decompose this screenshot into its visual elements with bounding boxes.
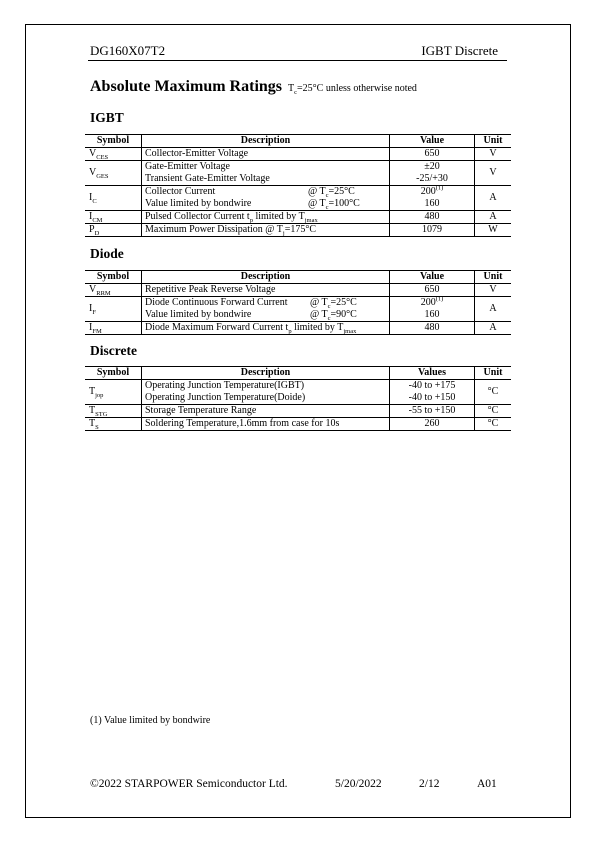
symbol-cell: $I_F$ <box>85 297 142 322</box>
section-diode: Diode <box>90 246 124 261</box>
footer-revision: A01 <box>477 778 497 790</box>
table-header-row <box>85 367 511 380</box>
unit-cell: V <box>475 148 512 161</box>
value-cell: -55 to +150 <box>390 405 475 418</box>
symbol-cell: $I_{CM}$ <box>85 211 142 224</box>
description-cell: Pulsed Collector Current $t_p$ limited by $T_{jmax}$ <box>142 211 390 224</box>
table-row <box>85 405 511 418</box>
description-cell: Soldering Temperature,1.6mm from case for 10s <box>142 418 390 431</box>
description-cell: Storage Temperature Range <box>142 405 390 418</box>
symbol-cell: $I_{FM}$ <box>85 322 142 335</box>
unit-cell: V <box>475 284 512 297</box>
unit-cell: A <box>475 186 512 211</box>
footer-page-number: 2/12 <box>419 778 440 790</box>
col-symbol: Symbol <box>85 367 142 380</box>
symbol-cell: $T_{STG}$ <box>85 405 142 418</box>
header-rule <box>88 60 507 61</box>
col-description: Description <box>142 367 390 380</box>
section-discrete: Discrete <box>90 343 137 358</box>
title-note: $T_c=25^\circ C$ unless otherwise noted <box>288 83 417 96</box>
col-symbol: Symbol <box>85 271 142 284</box>
value-cell: 200$^{(1)}$ 160 <box>390 186 475 211</box>
table-header-row <box>85 135 511 148</box>
page-title <box>90 78 417 96</box>
value-cell: 1079 <box>390 224 475 237</box>
discrete-table <box>85 366 511 431</box>
description-cell: Gate-Emitter Voltage Transient Gate-Emitter Voltage <box>142 161 390 186</box>
col-value: Value <box>390 135 475 148</box>
table-row <box>85 418 511 431</box>
part-number: DG160X07T2 <box>90 43 166 58</box>
symbol-cell: $V_{RRM}$ <box>85 284 142 297</box>
igbt-table <box>85 134 511 237</box>
value-cell: 200$^{(1)}$ 160 <box>390 297 475 322</box>
unit-cell: A <box>475 297 512 322</box>
col-description: Description <box>142 135 390 148</box>
value-cell: 650 <box>390 148 475 161</box>
col-unit: Unit <box>475 135 512 148</box>
title-main: Absolute Maximum Ratings <box>90 78 283 95</box>
table-row <box>85 211 511 224</box>
table-row <box>85 186 511 211</box>
table-row <box>85 284 511 297</box>
table-row <box>85 148 511 161</box>
description-cell: Operating Junction Temperature(IGBT) Operating Junction Temperature(Doide) <box>142 380 390 405</box>
description-cell: Collector Current @ $T_c=25^\circ C$ Value limited by bondwire @ $T_c=100^\circ C$ <box>142 186 390 211</box>
table-row <box>85 224 511 237</box>
table-row <box>85 161 511 186</box>
col-unit: Unit <box>475 271 512 284</box>
value-cell: 260 <box>390 418 475 431</box>
footer-date: 5/20/2022 <box>335 778 382 790</box>
unit-cell: A <box>475 322 512 335</box>
unit-cell: °C <box>475 418 512 431</box>
value-cell: 480 <box>390 322 475 335</box>
section-igbt: IGBT <box>90 110 124 125</box>
value-cell: -40 to +175 -40 to +150 <box>390 380 475 405</box>
col-symbol: Symbol <box>85 135 142 148</box>
symbol-cell: $V_{GES}$ <box>85 161 142 186</box>
value-cell: 480 <box>390 211 475 224</box>
table-row <box>85 297 511 322</box>
product-category: IGBT Discrete <box>421 43 498 58</box>
description-cell: Repetitive Peak Reverse Voltage <box>142 284 390 297</box>
description-cell: Maximum Power Dissipation @ $T_j=175^\circ C$ <box>142 224 390 237</box>
value-cell: 650 <box>390 284 475 297</box>
footer-copyright: ©2022 STARPOWER Semiconductor Ltd. <box>90 778 288 790</box>
description-cell: Collector-Emitter Voltage <box>142 148 390 161</box>
value-cell: ±20 -25/+30 <box>390 161 475 186</box>
unit-cell: A <box>475 211 512 224</box>
symbol-cell: $I_C$ <box>85 186 142 211</box>
description-cell: Diode Continuous Forward Current @ $T_c=25^\circ C$ Value limited by bondwire @ $T_c=90^\circ C$ <box>142 297 390 322</box>
col-value: Value <box>390 271 475 284</box>
col-values: Values <box>390 367 475 380</box>
unit-cell: V <box>475 161 512 186</box>
unit-cell: °C <box>475 405 512 418</box>
col-description: Description <box>142 271 390 284</box>
unit-cell: W <box>475 224 512 237</box>
symbol-cell: $V_{CES}$ <box>85 148 142 161</box>
symbol-cell: $P_D$ <box>85 224 142 237</box>
table-row <box>85 322 511 335</box>
col-unit: Unit <box>475 367 512 380</box>
description-cell: Diode Maximum Forward Current $t_p$ limited by $T_{jmax}$ <box>142 322 390 335</box>
table-row <box>85 380 511 405</box>
symbol-cell: $T_S$ <box>85 418 142 431</box>
footnote: (1) Value limited by bondwire <box>90 715 211 726</box>
symbol-cell: $T_{jop}$ <box>85 380 142 405</box>
diode-table <box>85 270 511 335</box>
table-header-row <box>85 271 511 284</box>
unit-cell: °C <box>475 380 512 405</box>
